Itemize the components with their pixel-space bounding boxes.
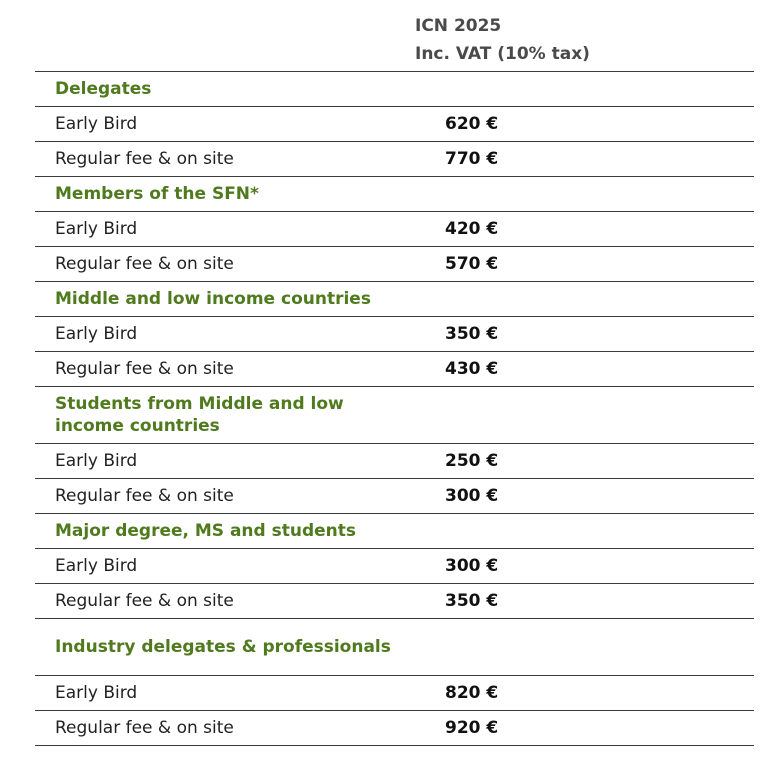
table-row <box>35 444 754 479</box>
section-title: Middle and low income countries <box>35 282 445 317</box>
row-label: Regular fee & on site <box>35 142 445 177</box>
header-title: ICN 2025 <box>415 16 502 36</box>
table-row <box>35 676 754 711</box>
section-row <box>35 619 754 676</box>
row-label: Regular fee & on site <box>35 247 445 282</box>
row-price: 430 € <box>445 352 754 387</box>
section-title: Members of the SFN* <box>35 177 445 212</box>
row-label: Regular fee & on site <box>35 479 445 514</box>
section-title: Students from Middle and low income countries <box>35 387 445 444</box>
row-label: Early Bird <box>35 317 445 352</box>
section-row <box>35 514 754 549</box>
table-row <box>35 247 754 282</box>
row-label: Early Bird <box>35 676 445 711</box>
row-price: 570 € <box>445 247 754 282</box>
section-row <box>35 72 754 107</box>
row-price: 420 € <box>445 212 754 247</box>
row-label: Regular fee & on site <box>35 584 445 619</box>
row-label: Regular fee & on site <box>35 711 445 746</box>
row-price: 920 € <box>445 711 754 746</box>
row-price: 770 € <box>445 142 754 177</box>
table-row <box>35 711 754 746</box>
pricing-table <box>35 71 754 746</box>
section-row <box>35 387 754 444</box>
table-row <box>35 352 754 387</box>
table-row <box>35 107 754 142</box>
section-title: Delegates <box>35 72 445 107</box>
table-row <box>35 479 754 514</box>
table-row <box>35 584 754 619</box>
row-price: 300 € <box>445 549 754 584</box>
section-row <box>35 282 754 317</box>
row-price: 300 € <box>445 479 754 514</box>
section-row <box>35 177 754 212</box>
row-label: Early Bird <box>35 212 445 247</box>
row-label: Early Bird <box>35 444 445 479</box>
row-price: 350 € <box>445 584 754 619</box>
row-label: Early Bird <box>35 107 445 142</box>
table-row <box>35 212 754 247</box>
row-label: Regular fee & on site <box>35 352 445 387</box>
row-label: Early Bird <box>35 549 445 584</box>
row-price: 620 € <box>445 107 754 142</box>
row-price: 250 € <box>445 444 754 479</box>
table-row <box>35 142 754 177</box>
table-row <box>35 317 754 352</box>
row-price: 820 € <box>445 676 754 711</box>
header-subtitle: Inc. VAT (10% tax) <box>415 44 590 64</box>
table-header <box>415 12 590 68</box>
row-price: 350 € <box>445 317 754 352</box>
section-title: Major degree, MS and students <box>35 514 445 549</box>
table-row <box>35 549 754 584</box>
section-title: Industry delegates & professionals <box>35 619 445 676</box>
